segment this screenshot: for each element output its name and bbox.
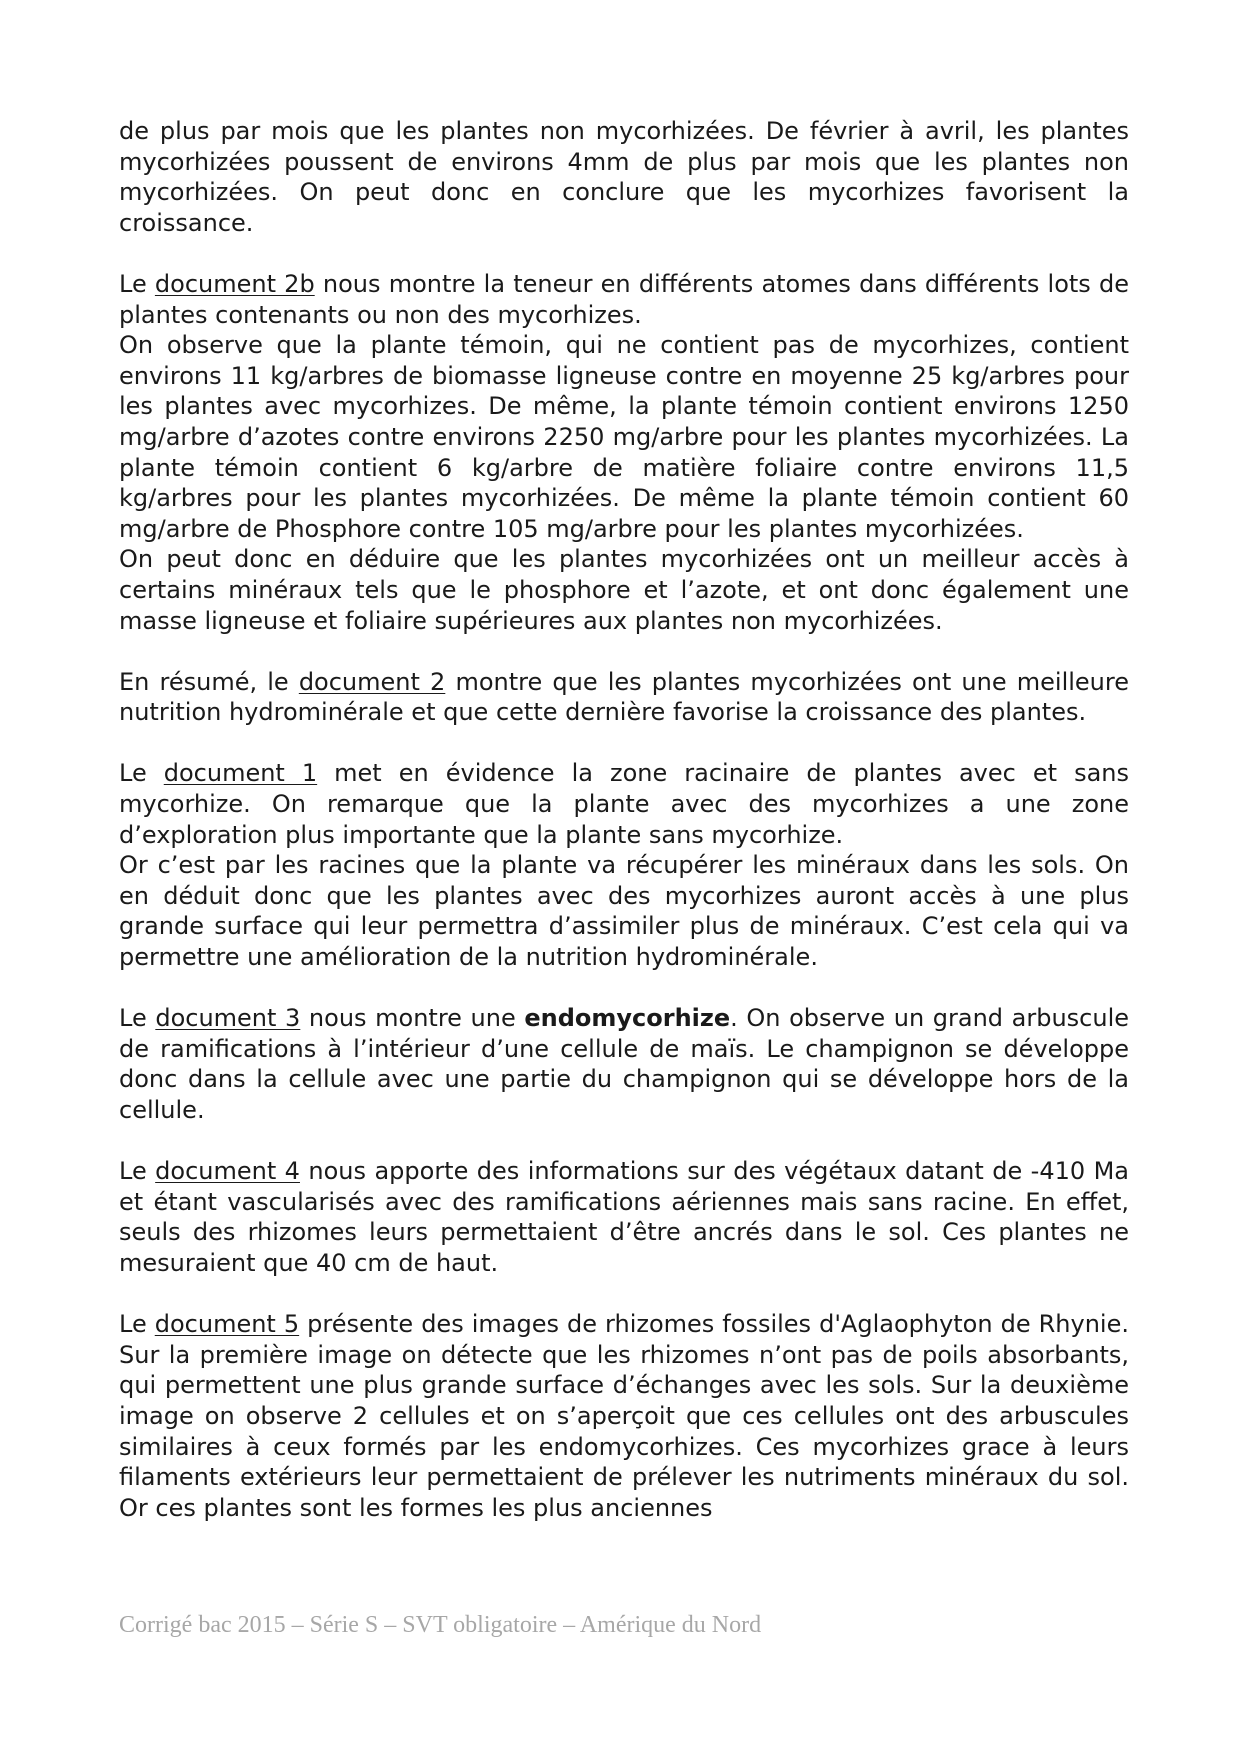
paragraph-text: de plus par mois que les plantes non mycorhizées. De février à avril, les plantes mycorhizées poussent de environs 4mm de plus par mois que les plantes non mycorhizées. On peut donc en conclure que les mycorhizes favorisent la croissance. <box>119 117 1129 237</box>
document-3-reference: document 3 <box>155 1004 301 1033</box>
paragraph-text: Le <box>119 759 164 788</box>
page-footer: Corrigé bac 2015 – Série S – SVT obligatoire – Amérique du Nord <box>119 1612 762 1638</box>
paragraph-text: Le <box>119 269 155 298</box>
paragraph-text: En résumé, le <box>119 667 299 696</box>
paragraph-roots <box>119 850 1129 972</box>
paragraph-text: montre que les plantes mycorhizées ont une meilleure nutrition hydrominérale et que cette dernière favorise la croissance des plantes. <box>119 667 1129 727</box>
paragraph-summary <box>119 667 1129 728</box>
paragraph-text: nous montre une <box>300 1004 525 1033</box>
document-2-reference: document 2 <box>298 667 446 696</box>
paragraph-text: présente des images de rhizomes fossiles d'Aglaophyton de Rhynie. Sur la première image on détecte que les rhizomes n’ont pas de poils absorbants, qui permettent une plus grande surface d’échanges avec les sols. Sur la deuxième image on observe 2 cellules et on s’aperçoit que ces cellules ont des arbuscules similaires à ceux formés par les endomycorhizes. Ces mycorhizes grace à leurs filaments extérieurs leur permettaient de prélever les nutriments minéraux du sol. Or ces plantes sont les formes les plus anciennes <box>119 1310 1129 1522</box>
document-5-reference: document 5 <box>154 1310 300 1339</box>
paragraph-text: On observe que la plante témoin, qui ne contient pas de mycorhizes, contient environs 11 kg/arbres de biomasse ligneuse contre en moyenne 25 kg/arbres pour les plantes avec mycorhizes. De même, la plante témoin contient environs 1250 mg/arbre d’azotes contre environs 2250 mg/arbre pour les plantes mycorhizées. La plante témoin contient 6 kg/arbre de matière foliaire contre environs 11,5 kg/arbres pour les plantes mycorhizées. De même la plante témoin contient 60 mg/arbre de Phosphore contre 105 mg/arbre pour les plantes mycorhizées. <box>119 331 1129 543</box>
paragraph-observations <box>119 330 1129 544</box>
document-2b-reference: document 2b <box>154 269 315 298</box>
document-body <box>119 116 1129 1523</box>
paragraph-text: Or c’est par les racines que la plante va récupérer les minéraux dans les sols. On en déduit donc que les plantes avec des mycorhizes auront accès à une plus grande surface qui leur permettra d’assimiler plus de minéraux. C’est cela qui va permettre une amélioration de la nutrition hydrominérale. <box>119 851 1129 972</box>
paragraph-document-3 <box>119 1003 1129 1125</box>
paragraph-text: Le <box>119 1310 155 1339</box>
paragraph-text: nous apporte des informations sur des végétaux datant de -410 Ma et étant vascularisés avec des ramifications aériennes mais sans racine. En effet, seuls des rhizomes leurs permettaient d’être ancrés dans le sol. Ces plantes ne mesuraient que 40 cm de haut. <box>119 1157 1129 1277</box>
paragraph-text: met en évidence la zone racinaire de plantes avec et sans mycorhize. On remarque que la plante avec des mycorhizes a une zone d’exploration plus importante que la plante sans mycorhize. <box>119 759 1129 849</box>
paragraph-text: Le <box>119 1157 156 1186</box>
paragraph-document-1 <box>119 758 1129 850</box>
paragraph-text: . On observe un grand arbuscule de ramifications à l’intérieur d’une cellule de maïs. Le champignon se développe donc dans la cellule avec une partie du champignon qui se développe hors de la cellule. <box>119 1004 1130 1124</box>
paragraph-text: On peut donc en déduire que les plantes mycorhizées ont un meilleur accès à certains minéraux tels que le phosphore et l’azote, et ont donc également une masse ligneuse et foliaire supérieures aux plantes non mycorhizées. <box>119 545 1129 635</box>
paragraph-growth-conclusion <box>119 116 1129 238</box>
paragraph-document-5 <box>119 1309 1129 1523</box>
paragraph-document-4 <box>119 1156 1129 1278</box>
document-1-reference: document 1 <box>163 759 318 788</box>
paragraph-deduction <box>119 544 1129 636</box>
paragraph-text: Le <box>119 1004 156 1033</box>
paragraph-text: nous montre la teneur en différents atomes dans différents lots de plantes contenants ou non des mycorhizes. <box>119 269 1130 329</box>
paragraph-document-2b <box>119 269 1129 330</box>
document-4-reference: document 4 <box>155 1157 300 1186</box>
endomycorhize-term: endomycorhize <box>524 1004 731 1033</box>
